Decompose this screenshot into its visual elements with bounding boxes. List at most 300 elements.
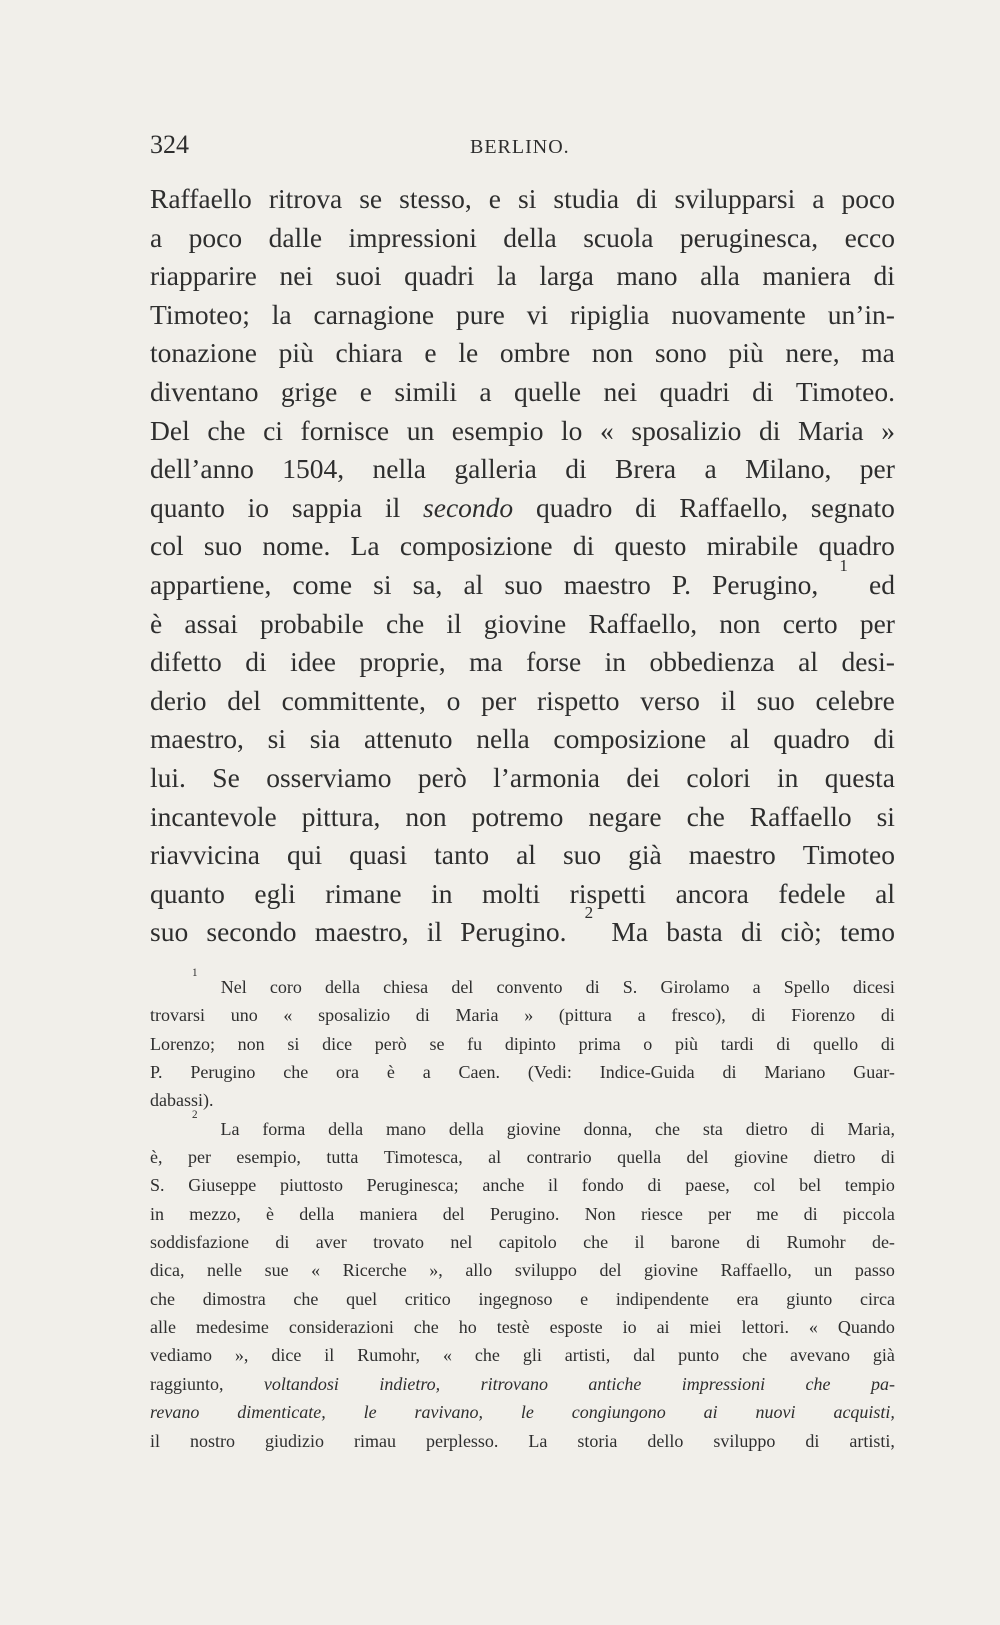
word: gli	[522, 1345, 542, 1366]
word: di	[636, 183, 658, 214]
word: si	[518, 183, 537, 214]
footnote-1-line	[150, 967, 895, 1001]
word: ritrova	[268, 183, 343, 214]
word: certo	[782, 607, 838, 639]
word: di	[572, 530, 595, 562]
word: nuovamente	[671, 298, 806, 330]
word: del	[686, 1147, 709, 1168]
word: si	[373, 568, 392, 600]
word: proprie,	[359, 646, 446, 678]
word: dimenticate,	[237, 1402, 326, 1423]
word: di	[245, 646, 267, 678]
word: del	[227, 684, 261, 716]
body-line	[150, 875, 895, 914]
word: colori	[686, 761, 751, 793]
word: non	[719, 607, 761, 639]
word: Timoteo.	[795, 375, 895, 407]
word: assai	[184, 607, 238, 639]
word: simili	[394, 375, 457, 407]
word: galleria	[454, 453, 537, 485]
word: ombre	[499, 337, 571, 369]
word: ai	[656, 1317, 670, 1338]
word: vi	[526, 298, 549, 330]
word: voltandosi	[263, 1373, 339, 1394]
word: di	[873, 260, 895, 292]
word: per	[859, 607, 895, 639]
word: di	[565, 453, 587, 485]
word: lo	[561, 414, 583, 446]
word: Rumohr	[786, 1232, 846, 1253]
word: »	[524, 1005, 534, 1026]
word: mezzo,	[189, 1203, 241, 1224]
word: desi-	[841, 646, 895, 678]
word: ravivano,	[414, 1402, 483, 1423]
word: lettori.	[741, 1317, 789, 1338]
word: Timoteo;	[150, 298, 250, 330]
word: sta	[702, 1118, 723, 1139]
word: che	[150, 1288, 175, 1309]
word: riesce	[640, 1203, 683, 1224]
word: di	[740, 916, 763, 948]
word: al	[875, 877, 895, 909]
word: dica,	[150, 1260, 185, 1281]
word: quadro	[535, 491, 613, 523]
word: critico	[404, 1288, 451, 1309]
word: è	[386, 1062, 395, 1083]
word: che	[583, 1232, 609, 1253]
word: »	[881, 414, 895, 446]
body-line	[150, 682, 895, 721]
word: del	[442, 1203, 465, 1224]
word: coro	[269, 977, 302, 997]
word: 1504,	[282, 453, 345, 485]
word: esposte	[549, 1317, 603, 1338]
word: trovato	[373, 1232, 425, 1253]
word: nei	[603, 375, 638, 407]
word: Brera	[614, 453, 677, 485]
word: di	[746, 1232, 761, 1253]
word: Raffaello,	[679, 491, 789, 523]
word: suo	[203, 530, 243, 562]
word: che	[742, 1345, 768, 1366]
word: passo	[854, 1260, 895, 1281]
word: verso	[640, 684, 700, 716]
word: La	[350, 530, 380, 562]
word: di	[585, 977, 600, 997]
word: il	[384, 491, 401, 523]
footnote-1-line	[150, 1030, 895, 1058]
word: molti	[482, 877, 541, 909]
word: Maria	[797, 414, 864, 446]
word: S.	[150, 1175, 165, 1196]
body-line	[150, 798, 895, 837]
word: tempio	[844, 1175, 895, 1196]
word: alle	[150, 1317, 176, 1338]
word: quanto	[150, 491, 225, 523]
word: rispetto	[537, 684, 620, 716]
word: La	[220, 1118, 240, 1139]
word: rimau	[353, 1430, 396, 1451]
word: sa,	[412, 568, 443, 600]
word: aver	[315, 1232, 347, 1253]
word: Caen.	[458, 1062, 501, 1083]
word: impressioni	[348, 221, 477, 253]
body-line	[150, 373, 895, 412]
footnote-2-line	[150, 1370, 895, 1398]
word: di	[635, 491, 657, 523]
word: appartiene,	[150, 568, 272, 600]
word: era	[736, 1288, 759, 1309]
footnote-2-line	[150, 1313, 895, 1341]
word: dalle	[268, 221, 323, 253]
word: il	[150, 1430, 161, 1451]
word: Giuseppe	[188, 1175, 257, 1196]
word: giovine	[644, 1260, 699, 1281]
word: ingegnoso	[478, 1288, 553, 1309]
word: e	[359, 375, 372, 407]
word: punto	[678, 1345, 720, 1366]
word: suo	[562, 839, 602, 871]
word: ciò;	[780, 916, 822, 948]
word: di	[805, 1430, 820, 1451]
body-line	[150, 412, 895, 451]
word: un	[406, 414, 435, 446]
word: in	[150, 1203, 165, 1224]
word: peruginesca,	[679, 221, 819, 253]
word: pure	[456, 298, 505, 330]
word: suoi	[335, 260, 382, 292]
word: di	[275, 1232, 290, 1253]
word: tardi	[720, 1033, 754, 1054]
body-line	[150, 257, 895, 296]
word: della	[503, 221, 557, 253]
body-line-segment: ed	[868, 568, 895, 600]
word: e	[424, 337, 437, 369]
word: che	[474, 1345, 500, 1366]
word: quella	[617, 1147, 662, 1168]
word: al	[463, 568, 484, 600]
word: egli	[254, 877, 296, 909]
word: ora	[336, 1062, 360, 1083]
footnote-1-line	[150, 1001, 895, 1029]
word: al	[516, 839, 536, 871]
word: a	[704, 453, 717, 485]
word: le	[363, 1402, 377, 1423]
word: sviluppo	[514, 1260, 577, 1281]
body-line	[150, 450, 895, 489]
word: della	[299, 1203, 335, 1224]
word: ecco	[844, 221, 895, 253]
word: per	[187, 1147, 211, 1168]
word: al	[798, 646, 818, 678]
word: un	[814, 1260, 833, 1281]
word: se	[359, 183, 383, 214]
word: il	[634, 1232, 645, 1253]
word: fedele	[778, 877, 846, 909]
word: »,	[234, 1345, 249, 1366]
word: sue	[264, 1260, 289, 1281]
word: Mariano	[764, 1062, 826, 1083]
word: artisti,	[849, 1430, 895, 1451]
word: scuola	[583, 221, 654, 253]
word: impressioni	[681, 1373, 766, 1394]
word: di	[758, 414, 781, 446]
word: basta	[666, 916, 723, 948]
word: Non	[584, 1203, 616, 1224]
word: rimane	[325, 877, 402, 909]
word: della	[325, 977, 361, 997]
word: «	[600, 414, 614, 446]
word: artisti,	[564, 1345, 611, 1366]
word: Peruginesca;	[366, 1175, 459, 1196]
word: dietro	[813, 1147, 856, 1168]
word: convento	[496, 977, 563, 997]
word: a	[752, 977, 761, 997]
word: di	[752, 375, 774, 407]
word: sposalizio	[318, 1005, 391, 1026]
word: a	[812, 183, 825, 214]
word: che	[207, 414, 246, 446]
word: Perugino.	[460, 916, 567, 948]
word: nome.	[262, 530, 331, 562]
footnote-line-segment: raggiunto,	[150, 1373, 224, 1394]
word: la	[271, 298, 292, 330]
word: giovine	[734, 1147, 788, 1168]
word: in	[604, 646, 626, 678]
word: (Vedi:	[527, 1062, 572, 1083]
word: di	[415, 1005, 430, 1026]
word: dice	[271, 1345, 302, 1366]
body-line	[150, 605, 895, 644]
word: di	[647, 1175, 662, 1196]
word: mirabile	[706, 530, 799, 562]
word: di	[776, 1033, 791, 1054]
footnote-1-marker: 1	[192, 967, 198, 979]
word: ci	[263, 414, 283, 446]
word: di	[810, 1118, 825, 1139]
word: le	[520, 1402, 534, 1423]
body-line	[150, 555, 895, 605]
word: Girolamo	[660, 977, 730, 997]
word: «	[442, 1345, 452, 1366]
footnote-2-line	[150, 1108, 895, 1143]
word: piuttosto	[279, 1175, 343, 1196]
word: segnato	[810, 491, 895, 523]
word: diventano	[150, 375, 259, 407]
word: più	[278, 337, 314, 369]
word: di	[751, 1005, 766, 1026]
word: di	[722, 1062, 737, 1083]
word: Maria	[455, 1005, 499, 1026]
word: maestro,	[150, 723, 244, 755]
word: quello	[813, 1033, 859, 1054]
word: col	[150, 530, 184, 562]
word: qui	[286, 839, 323, 871]
word: de-	[871, 1232, 895, 1253]
word: che	[655, 1118, 680, 1139]
word: la	[496, 260, 517, 292]
word: e	[580, 1288, 589, 1309]
word: alla	[700, 260, 740, 292]
word: che	[293, 1288, 319, 1309]
word: giovine	[483, 607, 567, 639]
word: quadri	[404, 260, 475, 292]
word: più	[675, 1033, 699, 1054]
word: revano	[150, 1402, 200, 1423]
word: il	[720, 684, 736, 716]
word: «	[283, 1005, 293, 1026]
footnote-2-line	[150, 1200, 895, 1228]
body-line	[150, 296, 895, 335]
word: giudizio	[264, 1430, 324, 1451]
word: o	[446, 684, 461, 716]
word: fornisce	[300, 414, 390, 446]
word: grige	[280, 375, 338, 407]
word: svilupparsi	[674, 183, 796, 214]
body-text	[150, 180, 895, 952]
word: ritrovano	[480, 1373, 548, 1394]
word: che	[283, 1062, 309, 1083]
word: di	[803, 1203, 818, 1224]
word: col	[753, 1175, 776, 1196]
word: fondo	[581, 1175, 624, 1196]
word: maestro	[563, 568, 651, 600]
word: Raffaello,	[720, 1260, 792, 1281]
word: esempio,	[236, 1147, 301, 1168]
word: del	[599, 1260, 622, 1281]
body-line	[150, 720, 895, 759]
footnote-2-line	[150, 1398, 895, 1426]
word: ma	[861, 337, 895, 369]
word: nere,	[785, 337, 840, 369]
word: ancora	[675, 877, 749, 909]
word: mano	[616, 260, 678, 292]
word: quel	[346, 1288, 378, 1309]
word: in	[431, 877, 453, 909]
word: sviluppo	[713, 1430, 776, 1451]
word: a	[422, 1062, 431, 1083]
word: suo	[504, 568, 543, 600]
word: quelle	[513, 375, 582, 407]
word: a	[479, 375, 492, 407]
word: «	[808, 1317, 818, 1338]
word: del	[451, 977, 474, 997]
word: riavvicina	[150, 839, 260, 871]
body-line	[150, 334, 895, 373]
word: acquisti,	[833, 1402, 895, 1423]
footnote-1-line	[150, 1086, 895, 1114]
word: »,	[429, 1260, 443, 1281]
word: vediamo	[150, 1345, 212, 1366]
word: difetto	[150, 646, 222, 678]
word: indietro,	[379, 1373, 441, 1394]
word: sposalizio	[631, 414, 742, 446]
word: indipendente	[615, 1288, 709, 1309]
word: suo	[150, 916, 189, 948]
word: di	[873, 723, 895, 755]
word: capitolo	[498, 1232, 557, 1253]
word: poco	[841, 183, 895, 214]
word: nostro	[190, 1430, 235, 1451]
word: della	[448, 1118, 484, 1139]
word: che	[413, 1317, 439, 1338]
word: bel	[799, 1175, 822, 1196]
word: sappia	[291, 491, 363, 523]
word: dello	[647, 1430, 684, 1451]
word: Indice-Guida	[599, 1062, 695, 1083]
word: maestro,	[314, 916, 409, 948]
word: committente,	[281, 684, 426, 716]
word: esempio	[451, 414, 544, 446]
footnote-ref-2: 2	[584, 903, 594, 923]
word: maniera	[762, 260, 851, 292]
word: maniera	[359, 1203, 418, 1224]
word: miei	[689, 1317, 722, 1338]
footnotes	[150, 967, 895, 1455]
word: forse	[526, 646, 582, 678]
footnote-ref-1: 1	[839, 555, 848, 575]
word: Del	[150, 414, 190, 446]
word: già	[628, 839, 662, 871]
word: un’in-	[827, 298, 895, 330]
word: ho	[458, 1317, 477, 1338]
word: dal	[633, 1345, 656, 1366]
body-line	[150, 643, 895, 682]
word: avevano	[790, 1345, 850, 1366]
word: giunto	[786, 1288, 833, 1309]
word: in	[776, 761, 799, 793]
footnote-2-line	[150, 1171, 895, 1199]
word: nelle	[207, 1260, 243, 1281]
word: si	[267, 723, 286, 755]
body-line	[150, 489, 895, 528]
word: Ricerche	[342, 1260, 407, 1281]
word: chiara	[335, 337, 403, 369]
word: mano	[386, 1118, 427, 1139]
word: di	[880, 1033, 895, 1054]
word: Spello	[783, 977, 830, 997]
word: S.	[622, 977, 638, 997]
word: questo	[614, 530, 687, 562]
word: medesime	[195, 1317, 269, 1338]
word: Raffaello	[150, 183, 252, 214]
word: circa	[859, 1288, 895, 1309]
word: piccola	[842, 1203, 895, 1224]
footnote-2-line	[150, 1341, 895, 1369]
word: trovarsi	[150, 1005, 205, 1026]
word: composizione	[553, 723, 707, 755]
word: incantevole	[150, 800, 277, 832]
word: giovine	[506, 1118, 561, 1139]
word: idee	[290, 646, 336, 678]
word: dice	[322, 1033, 353, 1054]
word: per	[481, 684, 517, 716]
word: quanto	[150, 877, 225, 909]
word: pa-	[870, 1373, 895, 1394]
word: al	[488, 1147, 502, 1168]
word: soddisfazione	[150, 1232, 249, 1253]
word: io	[622, 1317, 637, 1338]
word: attenuto	[363, 723, 453, 755]
word: questa	[824, 761, 895, 793]
word: dell’anno	[150, 453, 254, 485]
word: Se	[212, 761, 240, 793]
word: della	[328, 1118, 364, 1139]
footnote-1-line	[150, 1058, 895, 1086]
word: dicesi	[852, 977, 895, 997]
word: non	[591, 337, 634, 369]
body-line	[150, 180, 895, 219]
